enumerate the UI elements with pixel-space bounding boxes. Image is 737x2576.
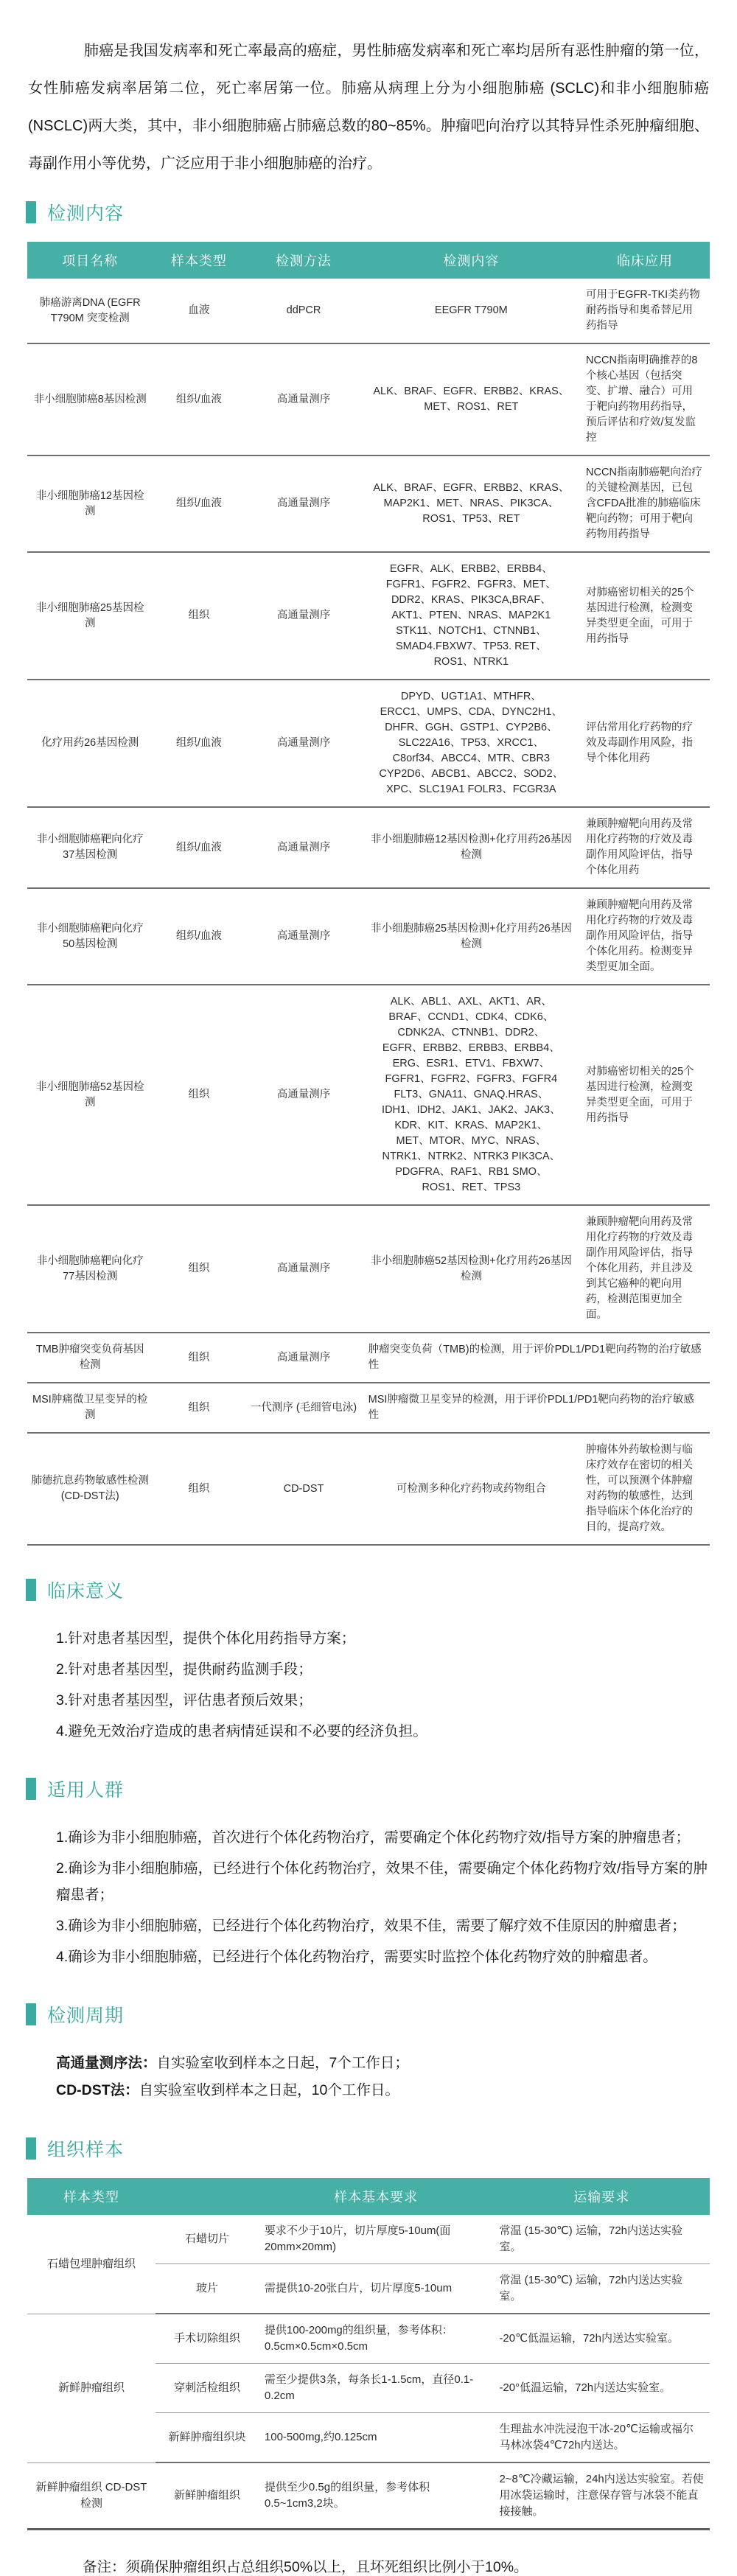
content-cell: 非小细胞肺癌52基因检测+化疗用药26基因检测: [363, 1205, 580, 1333]
population-item: 4.确诊为非小细胞肺癌，已经进行个体化药物治疗，需要实时监控个体化药物疗效的肿瘤患者。: [56, 1949, 657, 1965]
section-bullet-icon: [26, 2003, 36, 2025]
detection-table-header: [27, 242, 710, 279]
tissue-requirement-cell: 提供至少0.5g的组织量，参考体积0.5~1cm3,2块。: [259, 2462, 494, 2530]
tissue-transport-cell: -20℃低温运输，72h内送达实验室。: [493, 2314, 710, 2364]
tissue-requirement-cell: 要求不少于10片，切片厚度5-10um(面20mm×20mm): [259, 2215, 494, 2264]
detection-table-row: [27, 1433, 710, 1545]
clinical-significance-item: 3.针对患者基因型，评估患者预后效果；: [56, 1692, 312, 1708]
section-bullet-icon: [26, 2137, 36, 2160]
project-name-cell: 非小细胞肺癌8基因检测: [27, 343, 153, 455]
detection-table-row: [27, 1333, 710, 1383]
method-cell: 高通量测序: [245, 888, 362, 985]
tissue-requirement-cell: 100-500mg,约0.125cm: [259, 2413, 494, 2463]
tissue-table: [27, 2178, 710, 2530]
clinical-application-cell: 对肺癌密切相关的25个基因进行检测，检测变异类型更全面，可用于用药指导: [580, 552, 710, 680]
tissue-table-row: [27, 2462, 710, 2530]
tissue-subtype-cell: 玻片: [156, 2264, 259, 2314]
tissue-requirement-cell: 提供100-200mg的组织量，参考体积：0.5cm×0.5cm×0.5cm: [259, 2314, 494, 2364]
section-title-cycle: [26, 2001, 737, 2028]
population-item: 1.确诊为非小细胞肺癌，首次进行个体化药物治疗，需要确定个体化药物疗效/指导方案的肿瘤患者；: [56, 1829, 691, 1846]
sample-type-cell: 组织: [153, 1383, 245, 1433]
content-cell: ALK、BRAF、EGFR、ERBB2、KRAS、MAP2K1、MET、NRAS、PIK3CA、ROS1、TP53、RET: [363, 455, 580, 552]
project-name-cell: TMB肿瘤突变负荷基因检测: [27, 1333, 153, 1383]
tissue-requirement-cell: 需提供10-20张白片，切片厚度5-10um: [259, 2264, 494, 2314]
tissue-subtype-cell: 新鲜肿瘤组织块: [156, 2413, 259, 2463]
tissue-group-cell: 新鲜肿瘤组织 CD-DST检测: [27, 2462, 156, 2530]
detection-column-header: 检测内容: [363, 242, 580, 279]
clinical-significance-item: 4.避免无效治疗造成的患者病情延误和不必要的经济负担。: [56, 1723, 427, 1739]
sample-type-cell: 组织: [153, 1433, 245, 1545]
tissue-transport-cell: 2~8℃冷藏运输，24h内送达实验室。若使用冰袋运输时，注意保存管与冰袋不能直接接触。: [493, 2462, 710, 2530]
tissue-table-row: [27, 2314, 710, 2364]
section-bullet-icon: [26, 201, 36, 223]
method-cell: 高通量测序: [245, 1205, 362, 1333]
clinical-application-cell: 对肺癌密切相关的25个基因进行检测，检测变异类型更全面，可用于用药指导: [580, 985, 710, 1205]
detection-table-row: [27, 985, 710, 1205]
sample-type-cell: 组织: [153, 552, 245, 680]
detection-table-row: [27, 807, 710, 888]
tissue-header-row: [27, 2178, 710, 2215]
detection-column-header: 临床应用: [580, 242, 710, 279]
content-cell: 非小细胞肺癌25基因检测+化疗用药26基因检测: [363, 888, 580, 985]
content-cell: EEGFR T790M: [363, 279, 580, 343]
tissue-group-cell: 新鲜肿瘤组织: [27, 2314, 156, 2462]
method-cell: 一代测序 (毛细管电泳): [245, 1383, 362, 1433]
sample-type-cell: 组织: [153, 1333, 245, 1383]
clinical-application-cell: NCCN指南明确推荐的8个核心基因（包括突变、扩增、融合）可用于靶向药物用药指导，预后评估和疗效/复发监控: [580, 343, 710, 455]
content-clinical-merged-cell: MSI肿瘤微卫星变异的检测，用于评价PDL1/PD1靶向药物的治疗敏感性: [363, 1383, 710, 1433]
detection-table-row: [27, 1205, 710, 1333]
document-page: [0, 15, 737, 2576]
clinical-application-cell: 兼顾肿瘤靶向用药及常用化疗药物的疗效及毒副作用风险评估，指导个体化用药，并且涉及到其它癌种的靶向用药，检测范围更加全面。: [580, 1205, 710, 1333]
clinical-application-cell: 兼顾肿瘤靶向用药及常用化疗药物的疗效及毒副作用风险评估，指导个体化用药。检测变异类型更加全面。: [580, 888, 710, 985]
project-name-cell: 化疗用药26基因检测: [27, 680, 153, 807]
project-name-cell: 非小细胞肺癌靶向化疗77基因检测: [27, 1205, 153, 1333]
section-title-population: [26, 1776, 737, 1802]
tissue-subtype-cell: 手术切除组织: [156, 2314, 259, 2364]
tissue-transport-cell: -20°低温运输，72h内送达实验室。: [493, 2364, 710, 2413]
section-label: 检测内容: [47, 203, 125, 224]
content-text: DPYD、UGT1A1、MTHFR、ERCC1、UMPS、CDA、DYNC2H1、DHFR、GGH、GSTP1、CYP2B6、SLC22A16、TP53、XRCC1、C8orf34、ABCC4、MTR、CBR3 CYP2D6、ABCB1、ABCC2、SOD2、XPC、SLC19A1 FOLR3、FCGR3A: [379, 691, 564, 795]
cycle-item-text: 自实验室收到样本之日起，7个工作日；: [156, 2055, 409, 2071]
detection-table-row: [27, 279, 710, 343]
sample-type-cell: 组织/血液: [153, 680, 245, 807]
tissue-group-cell: 石蜡包埋肿瘤组织: [27, 2215, 156, 2314]
sample-type-cell: 血液: [153, 279, 245, 343]
section-title-tissue: [26, 2135, 737, 2162]
section-title-significance: [26, 1577, 737, 1603]
content-text: EGFR、ALK、ERBB2、ERBB4、FGFR1、FGFR2、FGFR3、MET、DDR2、KRAS、PIK3CA,BRAF、AKT1、PTEN、NRAS、MAP2K1 STK11、NOTCH1、CTNNB1、SMAD4.FBXW7、TP53. RET、ROS1、NTRK1: [385, 563, 556, 668]
tissue-table-header: [27, 2178, 710, 2215]
clinical-significance-item: 2.针对患者基因型，提供耐药监测手段；: [56, 1661, 312, 1678]
clinical-significance-item: 1.针对患者基因型，提供个体化用药指导方案；: [56, 1630, 356, 1647]
project-name-cell: 非小细胞肺癌12基因检测: [27, 455, 153, 552]
method-cell: 高通量测序: [245, 1333, 362, 1383]
clinical-application-cell: 肿瘤体外药敏检测与临床疗效存在密切的相关性，可以预测个体肿瘤对药物的敏感性，达到指导临床个体化治疗的目的，提高疗效。: [580, 1433, 710, 1545]
population-item: 3.确诊为非小细胞肺癌，已经进行个体化药物治疗，效果不佳，需要了解疗效不佳原因的肿瘤患者；: [56, 1918, 686, 1934]
method-cell: 高通量测序: [245, 680, 362, 807]
cycle-item-text: 自实验室收到样本之日起，10个工作日。: [139, 2082, 399, 2098]
detection-table-row: [27, 343, 710, 455]
sample-type-cell: 组织/血液: [153, 807, 245, 888]
detection-table-row: [27, 888, 710, 985]
project-name-cell: 肺癌游离DNA (EGFR T790M 突变检测: [27, 279, 153, 343]
section-bullet-icon: [26, 1778, 36, 1800]
detection-column-header: 样本类型: [153, 242, 245, 279]
project-name-cell: 肺德抗息药物敏感性检测 (CD-DST法): [27, 1433, 153, 1545]
detection-table-body: [27, 279, 710, 1545]
content-cell: [363, 680, 580, 807]
detection-column-header: 检测方法: [245, 242, 362, 279]
content-clinical-merged-cell: 肿瘤突变负荷（TMB)的检测，用于评价PDL1/PD1靶向药物的治疗敏感性: [363, 1333, 710, 1383]
cycle-list: [56, 2050, 708, 2104]
tissue-subtype-cell: 石蜡切片: [156, 2215, 259, 2264]
sample-type-cell: 组织: [153, 985, 245, 1205]
content-cell: [363, 985, 580, 1205]
detection-table-row: [27, 680, 710, 807]
content-cell: 可检测多种化疗药物或药物组合: [363, 1433, 580, 1545]
detection-header-row: [27, 242, 710, 279]
tissue-column-header: 运输要求: [493, 2178, 710, 2215]
detection-table-row: [27, 455, 710, 552]
method-cell: 高通量测序: [245, 985, 362, 1205]
population-list: [56, 1824, 708, 1970]
method-cell: ddPCR: [245, 279, 362, 343]
project-name-cell: MSI肿痛微卫星变异的检测: [27, 1383, 153, 1433]
project-name-cell: 非小细胞肺癌52基因检测: [27, 985, 153, 1205]
method-cell: 高通量测序: [245, 343, 362, 455]
tissue-column-header: [156, 2178, 259, 2215]
tissue-subtype-cell: 新鲜肿瘤组织: [156, 2462, 259, 2530]
content-cell: 非小细胞肺癌12基因检测+化疗用药26基因检测: [363, 807, 580, 888]
project-name-cell: 非小细胞肺癌25基因检测: [27, 552, 153, 680]
project-name-cell: 非小细胞肺癌靶向化疗50基因检测: [27, 888, 153, 985]
tissue-transport-cell: 生理盐水冲洗浸泡干冰-20℃运输或福尔马林冰袋4℃72h内送达。: [493, 2413, 710, 2463]
content-cell: ALK、BRAF、EGFR、ERBB2、KRAS、MET、ROS1、RET: [363, 343, 580, 455]
method-cell: 高通量测序: [245, 552, 362, 680]
detection-column-header: 项目名称: [27, 242, 153, 279]
tissue-subtype-cell: 穿刺活检组织: [156, 2364, 259, 2413]
sample-type-cell: 组织/血液: [153, 455, 245, 552]
detection-table-row: [27, 552, 710, 680]
clinical-application-cell: NCCN指南肺癌靶向治疗的关键检测基因，已包含CFDA批准的肺癌临床靶向药物；可用于靶向药物用药指导: [580, 455, 710, 552]
clinical-significance-list: [56, 1625, 708, 1745]
tissue-table-body: [27, 2215, 710, 2530]
section-label: 临床意义: [47, 1581, 125, 1602]
section-label: 组织样本: [47, 2140, 125, 2160]
population-item: 2.确诊为非小细胞肺癌，已经进行个体化药物治疗，效果不佳，需要确定个体化药物疗效/指导方案的肿瘤患者；: [56, 1860, 708, 1903]
tissue-column-header: 样本类型: [27, 2178, 156, 2215]
method-cell: CD-DST: [245, 1433, 362, 1545]
cycle-item-label: CD-DST法：: [56, 2082, 139, 2098]
method-cell: 高通量测序: [245, 807, 362, 888]
sample-type-cell: 组织: [153, 1205, 245, 1333]
cycle-item: [56, 2050, 708, 2077]
cycle-item-label: 高通量测序法：: [56, 2055, 157, 2071]
section-title-detection: [26, 199, 737, 226]
tissue-table-row: [27, 2215, 710, 2264]
clinical-application-cell: 评估常用化疗药物的疗效及毒副作用风险，指导个体化用药: [580, 680, 710, 807]
detection-table-row: [27, 1383, 710, 1433]
project-name-cell: 非小细胞肺癌靶向化疗37基因检测: [27, 807, 153, 888]
detection-table: [27, 242, 710, 1546]
clinical-application-cell: 可用于EGFR-TKI类药物耐药指导和奥希替尼用药指导: [580, 279, 710, 343]
content-text: ALK、ABL1、AXL、AKT1、AR、BRAF、CCND1、CDK4、CDK6、CDNK2A、CTNNB1、DDR2、EGFR、ERBB2、ERBB3、ERBB4、ERG、ESR1、ETV1、FBXW7、FGFR1、FGFR2、FGFR3、FGFR4 FLT3、GNA11、GNAQ.HRAS、IDH1、IDH2、JAK1、JAK2、JAK3、KDR、KIT、KRAS、MAP2K1、MET、MTOR、MYC、NRAS、NTRK1、NTRK2、NTRK3 PIK3CA、PDGFRA、RAF1、RB1 SMO、ROS1、RET、TPS3: [382, 996, 561, 1193]
method-cell: 高通量测序: [245, 455, 362, 552]
tissue-requirement-cell: 需至少提供3条，每条长1-1.5cm，直径0.1-0.2cm: [259, 2364, 494, 2413]
cycle-item: [56, 2077, 708, 2104]
clinical-application-cell: 兼顾肿瘤靶向用药及常用化疗药物的疗效及毒副作用风险评估，指导个体化用药: [580, 807, 710, 888]
sample-type-cell: 组织/血液: [153, 888, 245, 985]
tissue-column-header: 样本基本要求: [259, 2178, 494, 2215]
content-cell: [363, 552, 580, 680]
note-line: 备注：须确保肿瘤组织占总组织50%以上，且坏死组织比例小于10%。: [83, 2559, 528, 2575]
intro-paragraph: 肺癌是我国发病率和死亡率最高的癌症，男性肺癌发病率和死亡率均居所有恶性肿瘤的第一位，女性肺癌发病率居第二位，死亡率居第一位。肺癌从病理上分为小细胞肺癌 (SCLC)和非小细胞肺癌 (NSCLC)两大类，其中，非小细胞肺癌占肺癌总数的80~85%。肿瘤吧向治疗以其特异性杀死肿瘤细胞、毒副作用小等优势，广泛应用于非小细胞肺癌的治疗。: [28, 43, 709, 172]
sample-type-cell: 组织/血液: [153, 343, 245, 455]
section-bullet-icon: [26, 1579, 36, 1601]
section-label: 检测周期: [47, 2006, 125, 2026]
tissue-transport-cell: 常温 (15-30℃) 运输，72h内送达实验室。: [493, 2215, 710, 2264]
tissue-transport-cell: 常温 (15-30℃) 运输，72h内送达实验室。: [493, 2264, 710, 2314]
section-label: 适用人群: [47, 1780, 125, 1801]
